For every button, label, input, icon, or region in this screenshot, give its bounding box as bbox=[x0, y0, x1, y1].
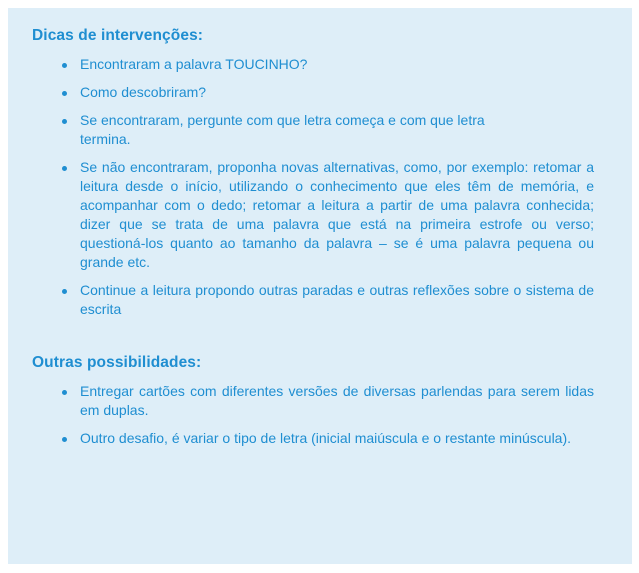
tip-item: Como descobriram? bbox=[60, 83, 520, 102]
possibilities-list bbox=[32, 382, 608, 448]
tip-item: Encontraram a palavra TOUCINHO? bbox=[60, 55, 520, 74]
possibilities-title: Outras possibilidades: bbox=[32, 354, 202, 371]
tips-list bbox=[32, 55, 608, 319]
tips-title: Dicas de intervenções: bbox=[32, 27, 204, 44]
info-panel bbox=[8, 8, 632, 564]
possibility-item: Outro desafio, é variar o tipo de letra (inicial maiúscula e o restante minúscula). bbox=[60, 429, 594, 448]
tip-item: Se encontraram, pergunte com que letra começa e com que letra termina. bbox=[60, 111, 520, 149]
tip-item: Continue a leitura propondo outras paradas e outras reflexões sobre o sistema de escrita bbox=[60, 281, 594, 319]
possibility-item: Entregar cartões com diferentes versões de diversas parlendas para serem lidas em duplas. bbox=[60, 382, 594, 420]
tip-item: Se não encontraram, proponha novas alternativas, como, por exemplo: retomar a leitura desde o início, utilizando o conhecimento que eles têm de memória, e acompanhar com o dedo; retomar a leitura a partir de uma palavra conhecida; dizer que se trata de uma palavra que está na primeira estrofe ou verso; questioná-los quanto ao tamanho da palavra – se é uma palavra pequena ou grande etc. bbox=[60, 158, 594, 272]
